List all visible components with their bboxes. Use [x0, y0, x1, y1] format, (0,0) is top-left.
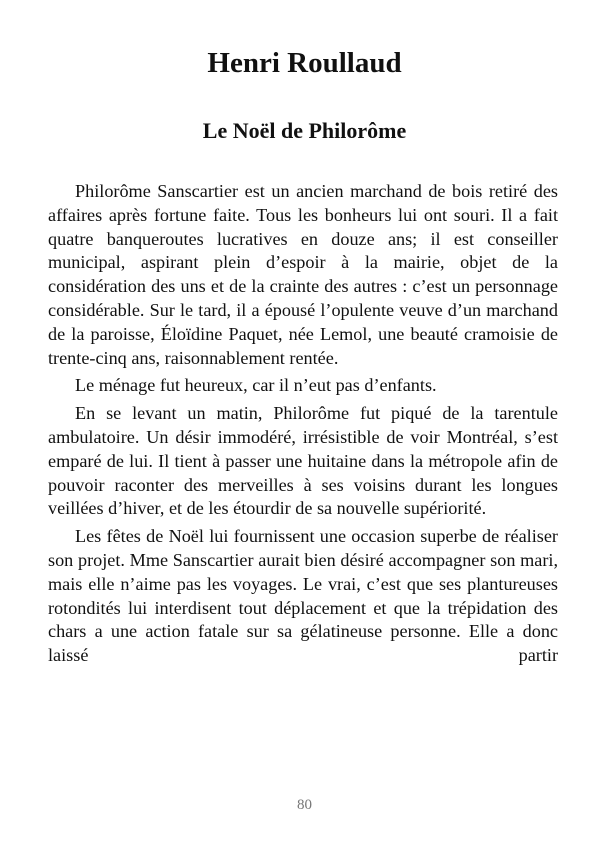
paragraph: Les fêtes de Noël lui fournissent une occasion superbe de réaliser son projet. Mme Sanscartier aurait bien désiré accompagner son mari, mais elle n’aime pas les voyages. Le vrai, c’est que ses plantureuses rotondités lui interdisent tout déplacement et que la trépidation des chars a une action fatale sur sa gélatineuse personne. Elle a donc laissé partir: [48, 526, 558, 666]
paragraph: En se levant un matin, Philorôme fut piqué de la tarentule ambulatoire. Un désir immodéré, irrésistible de voir Montréal, s’est emparé de lui. Il tient à passer une huitaine dans la métropole afin de pouvoir raconter des merveilles à ses voisins durant les longues veillées d’hiver, et de les étourdir de sa nouvelle supériorité.: [48, 403, 558, 519]
story-body: [48, 180, 558, 672]
page-number: 80: [297, 797, 312, 813]
paragraph: Le ménage fut heureux, car il n’eut pas d’enfants.: [75, 375, 437, 396]
paragraph: Philorôme Sanscartier est un ancien marchand de bois retiré des affaires après fortune faite. Tous les bonheurs lui ont souri. Il a fait quatre banqueroutes lucratives en douze ans; il est conseiller municipal, aspirant plein d’espoir à la mairie, objet de la considération des uns et de la crainte des autres : c’est un personnage considérable. Sur le tard, il a épousé l’opulente veuve d’un marchand de la paroisse, Éloïdine Paquet, née Lemol, une beauté cramoisie de trente-cinq ans, raisonnablement rentée.: [48, 181, 558, 368]
story-title: Le Noël de Philorôme: [202, 118, 407, 143]
author-name: Henri Roullaud: [207, 47, 402, 79]
